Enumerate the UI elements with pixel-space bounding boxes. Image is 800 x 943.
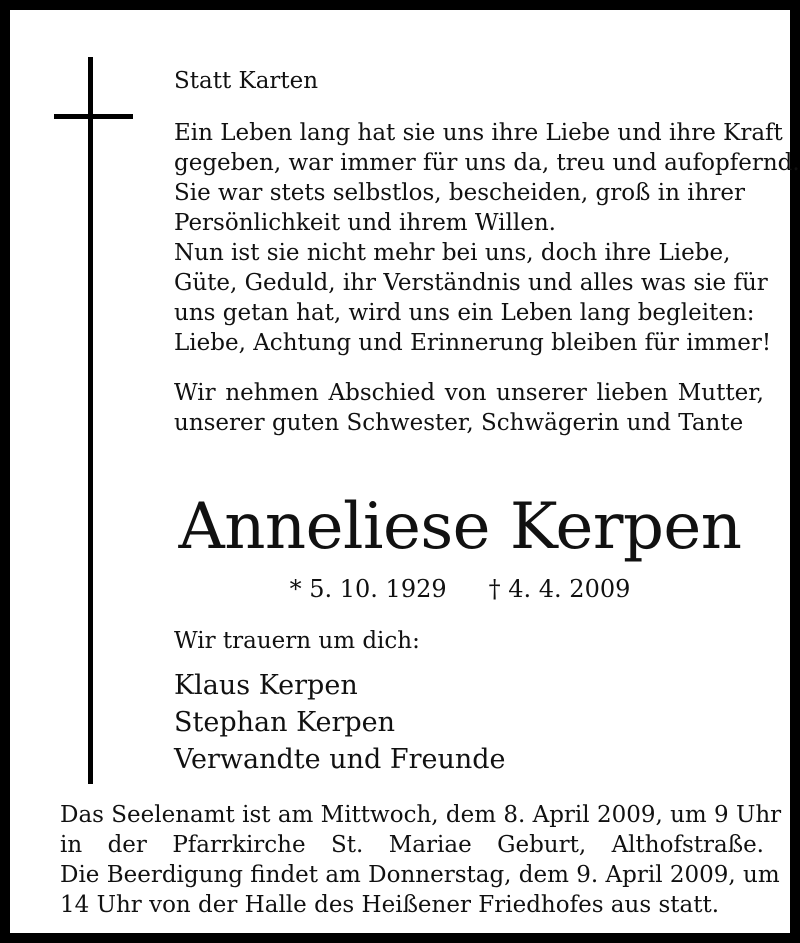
deceased-name: Anneliese Kerpen (178, 490, 742, 564)
mourning-line: Wir trauern um dich: (174, 628, 420, 654)
death-date: † 4. 4. 2009 (488, 575, 631, 603)
intro-line: Persönlichkeit und ihrem Willen. (174, 210, 556, 236)
funeral-details (60, 800, 782, 920)
intro-paragraph (174, 118, 800, 358)
funeral-details-line: in der Pfarrkirche St. Mariae Geburt, Althofstraße. (60, 832, 764, 858)
intro-line: Sie war stets selbstlos, bescheiden, groß in ihrer (174, 180, 745, 206)
intro-line: gegeben, war immer für uns da, treu und aufopfernd. (174, 150, 800, 176)
funeral-details-line: Das Seelenamt ist am Mittwoch, dem 8. April 2009, um 9 Uhr (60, 802, 782, 828)
intro-line: Güte, Geduld, ihr Verständnis und alles was sie für (174, 270, 768, 296)
birth-date: * 5. 10. 1929 (289, 575, 447, 603)
signer: Klaus Kerpen (174, 670, 358, 701)
farewell-paragraph: Wir nehmen Abschied von unserer lieben Mutter, unserer guten Schwester, Schwägerin und Tante (174, 380, 764, 436)
notice-heading: Statt Karten (174, 68, 319, 94)
signer: Verwandte und Freunde (174, 744, 506, 775)
signer: Stephan Kerpen (174, 707, 396, 738)
intro-line: Nun ist sie nicht mehr bei uns, doch ihre Liebe, (174, 240, 731, 266)
cross-vertical-bar (88, 57, 93, 784)
funeral-details-line: 14 Uhr von der Halle des Heißener Friedhofes aus statt. (60, 892, 720, 918)
funeral-details-line: Die Beerdigung findet am Donnerstag, dem 9. April 2009, um (60, 862, 780, 888)
intro-line: Liebe, Achtung und Erinnerung bleiben für immer! (174, 330, 772, 356)
signers-list (174, 667, 506, 778)
intro-line: uns getan hat, wird uns ein Leben lang begleiten: (174, 300, 755, 326)
life-dates (10, 575, 800, 603)
cross-horizontal-bar (54, 114, 133, 119)
intro-line: Ein Leben lang hat sie uns ihre Liebe und ihre Kraft (174, 120, 783, 146)
